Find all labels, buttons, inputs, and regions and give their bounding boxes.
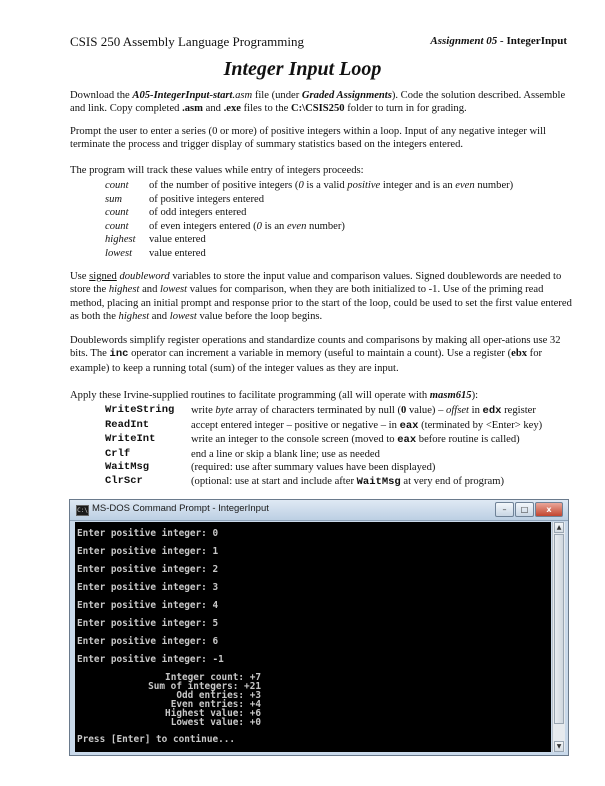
console-line: Enter positive integer: 1 — [77, 546, 219, 557]
paragraph-download: Download the A05-IntegerInput-start.asm file (under Graded Assignments). Code the solution described. Assemble and link. Copy completed .asm and .exe files to the C:\CSIS250 folder to turn in for grading. — [70, 90, 566, 115]
summary-line: Lowest value: +0 — [170, 717, 261, 728]
routine-row: Crlf end a line or skip a blank line; use as needed — [105, 447, 380, 460]
paragraph-doublewords: Use signed doubleword variables to store the input value and comparison values. Signed doublewords are needed to store the highest and lowest values for comparison, when they are both initialized to -1. Use of the priming read method, placing an initial prompt and response prior to the start of the loop, could be used to set the first value entered as both the highest and lowest value before the loop begins. — [70, 271, 572, 323]
press-enter-prompt: Press [Enter] to continue... — [77, 734, 236, 745]
console-line: Enter positive integer: 2 — [77, 564, 219, 575]
scroll-thumb[interactable] — [554, 534, 564, 724]
console-icon: C:\ — [77, 507, 88, 514]
paragraph-prompt: Prompt the user to enter a series (0 or more) of positive integers within a loop. Input of any negative integer will terminate the process and trigger display of summary statistics based on the integers entered. — [70, 126, 547, 151]
track-row: count of the number of positive integers (0 is a valid positive integer and is an even number) — [105, 180, 514, 191]
minimize-button[interactable]: – — [495, 502, 514, 517]
routine-row: WriteInt write an integer to the console screen (moved to eax before routine is called) — [105, 433, 520, 447]
track-row: sum of positive integers entered — [105, 193, 265, 205]
summary-line: Sum of integers: +21 — [148, 681, 261, 692]
summary-line: Even entries: +4 — [170, 699, 261, 710]
scroll-down-icon[interactable]: ▼ — [554, 741, 564, 752]
summary-line: Highest value: +6 — [165, 708, 261, 719]
console-output[interactable] — [75, 522, 551, 752]
console-line: Enter positive integer: 4 — [77, 600, 219, 611]
paragraph-track-intro: The program will track these values while entry of integers proceeds: — [70, 165, 364, 176]
page-title: Integer Input Loop — [223, 58, 382, 80]
track-row: lowest value entered — [105, 247, 206, 259]
track-row: count of odd integers entered — [105, 207, 247, 219]
assignment-label: Assignment 05 - IntegerInput — [430, 35, 567, 47]
window-titlebar[interactable] — [70, 500, 568, 521]
console-line: Enter positive integer: 0 — [77, 528, 219, 539]
window-title: MS-DOS Command Prompt - IntegerInput — [92, 503, 269, 514]
page-header — [70, 34, 567, 52]
maximize-button[interactable]: □ — [515, 502, 534, 517]
summary-line: Integer count: +7 — [165, 672, 261, 683]
vertical-scrollbar[interactable] — [552, 522, 565, 752]
console-line: Enter positive integer: 5 — [77, 618, 219, 629]
close-button[interactable]: x — [535, 502, 563, 517]
paragraph-registers: Doublewords simplify register operations and standardize counts and comparisons by making all oper-ations use 32 bits. The inc operator can increment a variable in memory (useful to maintain a count). Use a register (ebx for example) to keep a running total (sum) of the integer values as they are input. — [70, 335, 561, 374]
routine-row: WaitMsg (required: use after summary values have been displayed) — [105, 461, 436, 474]
scroll-up-icon[interactable]: ▲ — [554, 522, 564, 533]
routine-row: WriteString write byte array of characters terminated by null (0 value) – offset in edx register — [105, 404, 536, 417]
course-title: CSIS 250 Assembly Language Programming — [70, 34, 304, 49]
paragraph-routines-intro: Apply these Irvine-supplied routines to facilitate programming (all will operate with masm615): — [70, 390, 479, 401]
routines-list — [105, 404, 542, 490]
summary-line: Odd entries: +3 — [176, 690, 261, 701]
routine-row: ClrScr (optional: use at start and include after WaitMsg at very end of program) — [105, 474, 504, 488]
tracked-values-list — [105, 179, 513, 261]
track-row: highest value entered — [105, 234, 206, 246]
console-window — [69, 499, 569, 756]
console-line: Enter positive integer: -1 — [77, 654, 224, 665]
window-controls — [494, 502, 563, 517]
console-line: Enter positive integer: 3 — [77, 582, 219, 593]
track-row: count of even integers entered (0 is an even number) — [105, 220, 345, 232]
console-line: Enter positive integer: 6 — [77, 636, 219, 647]
routine-row: ReadInt accept entered integer – positive or negative – in eax (terminated by <Enter> key) — [105, 418, 543, 432]
